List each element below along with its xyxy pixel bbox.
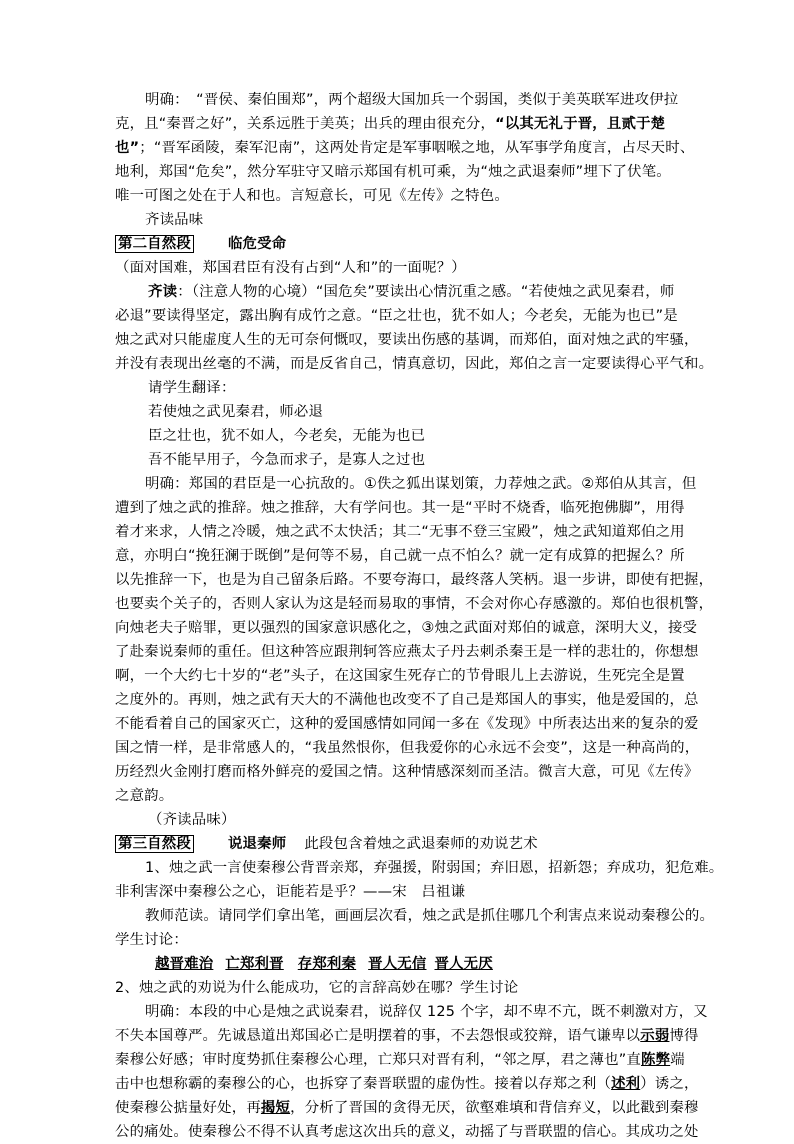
- text-line: 不能看着自己的国家灭亡，这种的爱国感情如同闻一多在《发现》中所表达出来的复杂的爱: [115, 716, 699, 732]
- text-line: 之度外的。再则，烛之武有天大的不满他也改变不了自己是郑国人的事实，他是爱国的，总: [115, 692, 699, 708]
- section-heading-2: [115, 232, 685, 256]
- text-line: 之意韵。: [115, 788, 174, 804]
- key-point: 存郑利秦: [297, 956, 357, 972]
- text-line: 了赴秦说秦师的重任。但这种答应跟荆轲答应燕太子丹去刺杀秦王是一样的悲壮的，你想想: [115, 644, 699, 660]
- text-span: 击中也想称霸的秦穆公的心，也拆穿了秦晋联盟的虚伪性。接着以存郑之利（: [115, 1076, 612, 1092]
- underlined-term: 示弱: [640, 1028, 670, 1044]
- bold-quote: 也”: [115, 140, 140, 156]
- bold-quote: “以其无礼于晋，且贰于楚: [495, 116, 666, 132]
- section-title: 临危受命: [227, 236, 287, 252]
- document-page: [115, 88, 724, 1144]
- text-line: 啊，一个大约七十岁的“老”头子，在这国家生死存亡的节骨眼儿上去游说，生死完全是置: [115, 668, 685, 684]
- text-line: 烛之武对只能虚度人生的无可奈何慨叹，要读出伤感的基调，而郑伯，面对烛之武的牢骚，: [115, 332, 699, 348]
- text-line: 教师范读。请同学们拿出笔，画画层次看，烛之武是抓住哪几个利害点来说动秦穆公的。: [145, 908, 715, 924]
- translation-line: 吾不能早用子，今急而求子，是寡人之过也: [148, 452, 426, 468]
- text-line: 明确： “晋侯、秦伯围郑”，两个超级大国加兵一个弱国，类似于美英联军进攻伊拉: [145, 92, 679, 108]
- section-box: 第三自然段: [115, 835, 194, 853]
- text-line: 国之情一样，是非常感人的，“我虽然恨你，但我爱你的心永远不会变”，这是一种高尚的，: [115, 740, 700, 756]
- section-box: 第二自然段: [115, 235, 194, 253]
- text-line: [115, 1048, 685, 1072]
- section-title: 说退秦师: [227, 836, 287, 852]
- key-point: 越晋难治: [155, 956, 214, 972]
- key-points: [115, 952, 685, 976]
- text-span: 秦穆公好感；审时度势抓住秦穆公心理，亡郑只对晋有利，“邻之厚，君之薄也”直: [115, 1052, 641, 1068]
- text-line: 明确：本段的中心是烛之武说秦君，说辞仅 125 个字，却不卑不亢，既不刺激对方，又: [145, 1004, 708, 1020]
- text-line: [115, 1096, 699, 1120]
- text-span: 使秦穆公掂量好处，再: [115, 1100, 261, 1116]
- text-span: 克，且“秦晋之好”，关系远胜于美英；出兵的理由很充分，: [115, 116, 496, 132]
- text-line: 地利，郑国“危矣”，然分军驻守又暗示郑国有机可乘，为“烛之武退秦师”埋下了伏笔。: [115, 164, 671, 180]
- text-span: ：（注意人物的心境）“国危矣”要读出心情沉重之感。“若使烛之武见秦君，师: [177, 284, 675, 300]
- translation-line: 若使烛之武见秦君，师必退: [148, 404, 324, 420]
- text-span: 端: [670, 1052, 685, 1068]
- section-desc: 此段包含着烛之武退秦师的劝说艺术: [304, 836, 538, 852]
- text-line: 唯一可图之处在于人和也。言短意长，可见《左传》之特色。: [115, 188, 509, 204]
- text-span: ；“晋军函陵，秦军氾南”，这两处肯定是军事咽喉之地，从军事学角度言，占尽天时、: [139, 140, 695, 156]
- text-line: 明确：郑国的君臣是一心抗敌的。①佚之狐出谋划策，力荐烛之武。②郑伯从其言，但: [145, 476, 697, 492]
- text-span: ）诱之，: [640, 1076, 699, 1092]
- translation-line: 臣之壮也，犹不如人，今老矣，无能为也已: [148, 428, 426, 444]
- text-line: [115, 1024, 699, 1048]
- question-line: （面对国难，郑国君臣有没有占到“人和”的一面呢？）: [115, 260, 466, 276]
- text-line: （齐读品味）: [148, 812, 236, 828]
- section-heading-3: [115, 832, 685, 856]
- text-line: 以先推辞一下，也是为自己留条后路。不要夸海口，最终落人笑柄。退一步讲，即使有把握，: [115, 572, 714, 588]
- bold-label: 齐读: [148, 284, 178, 300]
- text-line: 着才来求，人情之冷暖，烛之武不太快活；其二“无事不登三宝殿”，烛之武知道郑伯之用: [115, 524, 685, 540]
- text-line: 2、烛之武的劝说为什么能成功，它的言辞高妙在哪？学生讨论: [115, 980, 519, 996]
- text-line: [115, 112, 685, 136]
- key-point: 亡郑利晋: [225, 956, 284, 972]
- underlined-term: 述利: [611, 1076, 641, 1092]
- key-point: 晋人无信: [368, 956, 427, 972]
- text-line: 请学生翻译：: [148, 380, 236, 396]
- text-line: 必退”要读得坚定，露出胸有成竹之意。“臣之壮也，犹不如人；今老矣，无能为也已”是: [115, 308, 678, 324]
- text-line: 1、烛之武一言使秦穆公背晋亲郑，弃强援，附弱国；弃旧恩，招新怨；弃成功，犯危难。: [145, 860, 724, 876]
- text-line: 公的痛处。使秦穆公不得不认真考虑这次出兵的意义，动摇了与晋联盟的信心。其成功之处: [115, 1124, 699, 1140]
- key-point: 晋人无厌: [434, 956, 493, 972]
- text-line: 非利害深中秦穆公之心，讵能若是乎？——宋 吕祖谦: [115, 884, 466, 900]
- text-line: 并没有表现出丝毫的不满，而是反省自己，情真意切，因此，郑伯之言一定要读得心平气和。: [115, 356, 714, 372]
- text-line: [115, 1072, 699, 1096]
- text-span: 博得: [669, 1028, 699, 1044]
- text-line: 历经烈火金刚打磨而格外鲜亮的爱国之情。这种情感深刻而圣洁。微言大意，可见《左传》: [115, 764, 699, 780]
- text-line: 齐读品味: [145, 212, 204, 228]
- text-span: ，分析了晋国的贪得无厌，欲壑难填和背信弃义，以此戳到秦穆: [290, 1100, 699, 1116]
- text-line: 也要卖个关子的，否则人家认为这是轻而易取的事情，不会对你心存感激的。郑伯也很机警，: [115, 596, 714, 612]
- text-line: [115, 136, 695, 160]
- underlined-term: 揭短: [260, 1100, 291, 1116]
- text-span: 不失本国尊严。先诚恳道出郑国必亡是明摆着的事，不去怨恨或狡辩，语气谦卑以: [115, 1028, 641, 1044]
- text-line: 向烛老夫子赔罪，更以强烈的国家意识感化之，③烛之武面对郑伯的诚意，深明大义，接受: [115, 620, 698, 636]
- text-line: 学生讨论：: [115, 932, 188, 948]
- text-line: [115, 280, 685, 304]
- underlined-term: 陈弊: [641, 1052, 671, 1068]
- text-line: 意，亦明白“挽狂澜于既倒”是何等不易，自己就一点不怕么？就一定有成算的把握么？所: [115, 548, 685, 564]
- text-line: 遭到了烛之武的推辞。烛之推辞，大有学问也。其一是“平时不烧香，临死抱佛脚”，用得: [115, 500, 685, 516]
